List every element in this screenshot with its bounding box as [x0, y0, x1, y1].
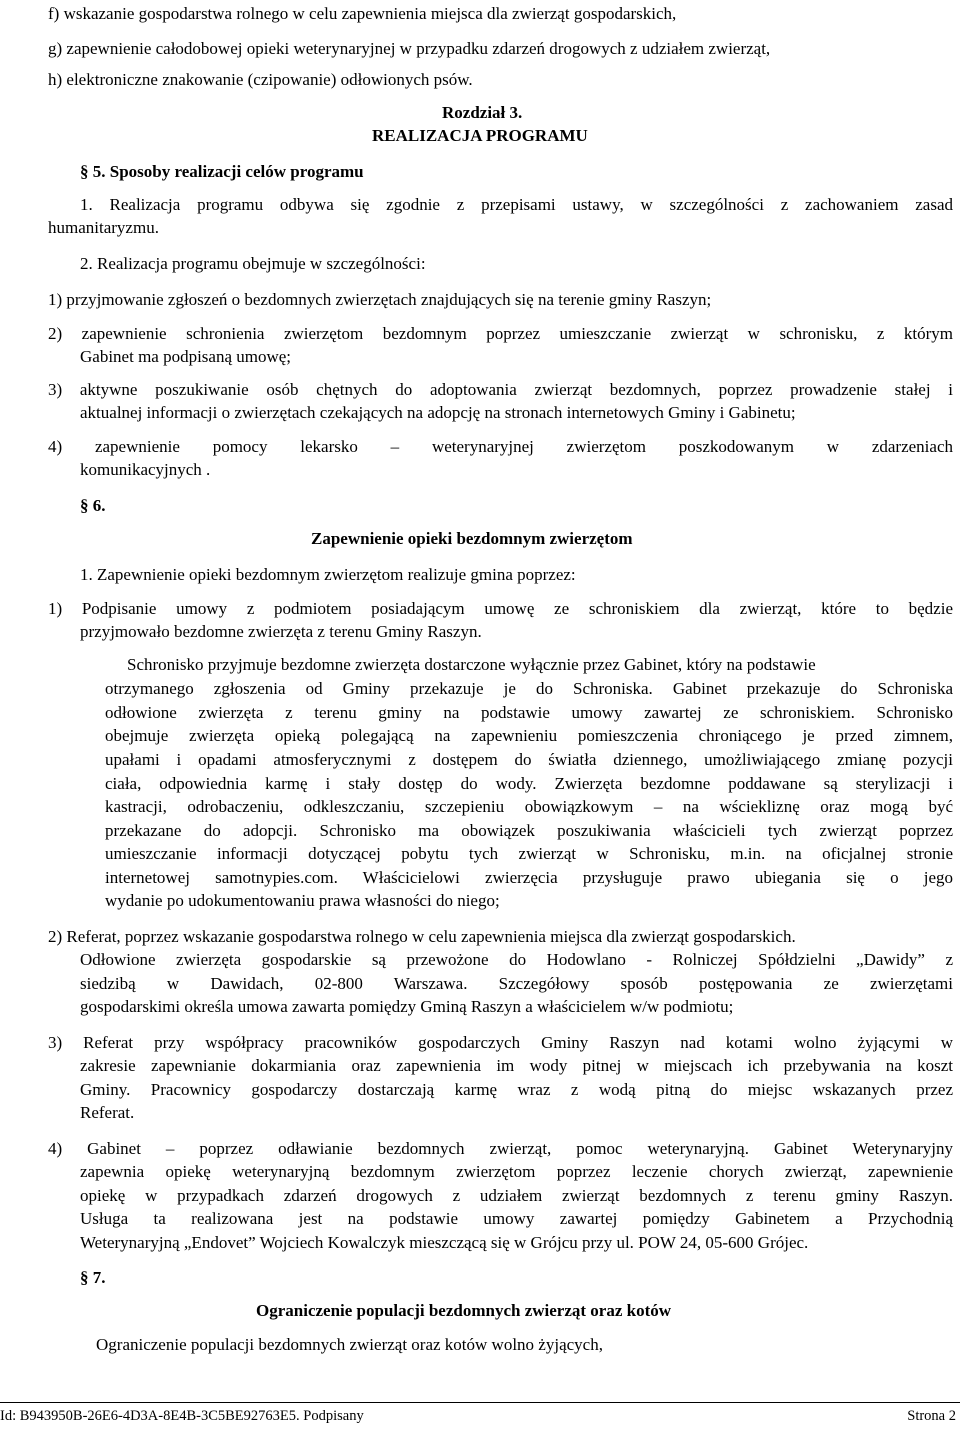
section-5-item-4-cont: komunikacyjnych . [80, 460, 211, 479]
chapter-number: Rozdział 3. [442, 103, 523, 122]
shelter-line: internetowej samotnypies.com. Właścicielowi zwierzęcia przysługuje prawo ubiegania się o jego [105, 868, 953, 887]
list-item-h: h) elektroniczne znakowanie (czipowanie) odłowionych psów. [48, 70, 473, 89]
section-6-item-4-line: opiekę w przypadkach zdarzeń drogowych z udziałem zwierząt bezdomnych z terenu gminy Raszyn. [80, 1186, 953, 1205]
section-6-item-3-line: 3) Referat przy współpracy pracowników gospodarczych Gminy Raszyn nad kotami wolno żyjącymi w [48, 1033, 953, 1052]
section-6-item-1-cont: przyjmowało bezdomne zwierzęta z terenu Gminy Raszyn. [80, 622, 482, 641]
section-5-paragraph-1: 1. Realizacja programu odbywa się zgodnie z przepisami ustawy, w szczególności z zachowaniem zasad [80, 195, 953, 214]
section-7-title: Ograniczenie populacji bezdomnych zwierząt oraz kotów [256, 1301, 672, 1320]
section-7-intro: Ograniczenie populacji bezdomnych zwierząt oraz kotów wolno żyjących, [96, 1335, 603, 1354]
section-5-item-1: 1) przyjmowanie zgłoszeń o bezdomnych zwierzętach znajdujących się na terenie gminy Raszyn; [48, 290, 712, 309]
section-6-intro: 1. Zapewnienie opieki bezdomnym zwierzętom realizuje gmina poprzez: [80, 565, 576, 584]
section-6-item-3-line: Gminy. Pracownicy gospodarczy dostarczają karmę wraz z wodą pitną do miejsc wskazanych przez [80, 1080, 953, 1099]
shelter-line: obejmuje zwierzęta opieką polegającą na zapewnieniu pomieszczenia chroniącego je przed zimnem, [105, 726, 953, 745]
shelter-line: upałami i opadami atmosferycznymi z dostępem do światła dziennego, umożliwiającego zmianę pozycji [105, 750, 953, 769]
shelter-line: Schronisko przyjmuje bezdomne zwierzęta dostarczone wyłącznie przez Gabinet, który na podstawie [127, 655, 816, 674]
section-6-item-2-line: siedzibą w Dawidach, 02-800 Warszawa. Szczegółowy sposób postępowania ze zwierzętami [80, 974, 953, 993]
section-6-item-2-line: 2) Referat, poprzez wskazanie gospodarstwa rolnego w celu zapewnienia miejsca dla zwierząt gospodarskich. [48, 927, 796, 946]
section-5-heading: § 5. Sposoby realizacji celów programu [80, 162, 364, 181]
section-5-item-3-cont: aktualnej informacji o zwierzętach czekających na adopcję na stronach internetowych Gminy i Gabinetu; [80, 403, 796, 422]
section-6-title: Zapewnienie opieki bezdomnym zwierzętom [311, 529, 633, 548]
section-6-item-2-line: Odłowione zwierzęta gospodarskie są przewożone do Hodowlano - Rolniczej Spółdzielni „Dawidy” z [80, 950, 953, 969]
section-6-number: § 6. [80, 496, 106, 515]
chapter-title: REALIZACJA PROGRAMU [372, 126, 588, 145]
shelter-line: odłowione zwierzęta z terenu gminy na podstawie umowy zawartej ze schroniskiem. Schronisko [105, 703, 953, 722]
shelter-line: przekazane do adopcji. Schronisko ma obowiązek poszukiwania właścicieli tych zwierząt poprzez [105, 821, 953, 840]
section-6-item-2-line: gospodarskimi określa umowa zawarta pomiędzy Gminą Raszyn a właścicielem w/w podmiotu; [80, 997, 734, 1016]
footer-document-id: Id: B943950B-26E6-4D3A-8E4B-3C5BE92763E5. Podpisany [0, 1408, 364, 1424]
section-6-item-4-line: Usługa ta realizowana jest na podstawie umowy zawartej pomiędzy Gabinetem a Przychodnią [80, 1209, 953, 1228]
section-6-item-3-line: Referat. [80, 1103, 135, 1122]
footer-page-number: Strona 2 [907, 1408, 956, 1424]
footer-divider [0, 1402, 960, 1403]
section-5-item-3: 3) aktywne poszukiwanie osób chętnych do adoptowania zwierząt bezdomnych, poprzez prowadzenie stałej i [48, 380, 953, 399]
shelter-line: umieszczanie informacji dotyczącej pobytu tych zwierząt w Schronisku, m.in. na oficjalnej stronie [105, 844, 953, 863]
section-6-item-4-line: Weterynaryjną „Endovet” Wojciech Kowalczyk mieszczącą się w Grójcu przy ul. POW 24, 05-600 Grójec. [80, 1233, 809, 1252]
section-5-paragraph-1-cont: humanitaryzmu. [48, 218, 159, 237]
shelter-line: ciała, odpowiednia karmę i stały dostęp do wody. Zwierzęta bezdomne poddawane są sterylizacji i [105, 774, 953, 793]
section-6-item-4-line: 4) Gabinet – poprzez odławianie bezdomnych zwierząt, pomoc weterynaryjną. Gabinet Weterynaryjny [48, 1139, 953, 1158]
section-5-item-4: 4) zapewnienie pomocy lekarsko – weterynaryjnej zwierzętom poszkodowanym w zdarzeniach [48, 437, 953, 456]
section-6-item-1: 1) Podpisanie umowy z podmiotem posiadającym umowę ze schroniskiem dla zwierząt, które to będzie [48, 599, 953, 618]
shelter-line: otrzymanego zgłoszenia od Gminy przekazuje je do Schroniska. Gabinet przekazuje do Schroniska [105, 679, 953, 698]
section-6-item-3-line: zakresie zapewnianie dokarmiania oraz zapewnienia im wody pitnej w miejscach ich przebywania na koszt [80, 1056, 953, 1075]
section-5-item-2: 2) zapewnienie schronienia zwierzętom bezdomnym poprzez umieszczanie zwierząt w schronisku, z którym [48, 324, 953, 343]
shelter-line: wydanie po udokumentowaniu prawa własności do niego; [105, 891, 500, 910]
list-item-f: f) wskazanie gospodarstwa rolnego w celu zapewnienia miejsca dla zwierząt gospodarskich, [48, 4, 677, 23]
section-7-number: § 7. [80, 1268, 106, 1287]
shelter-line: kastracji, odrobaczeniu, odkleszczaniu, szczepieniu obowiązkowym – na wściekliznę oraz mogą być [105, 797, 953, 816]
list-item-g: g) zapewnienie całodobowej opieki weterynaryjnej w przypadku zdarzeń drogowych z udziałem zwierząt, [48, 39, 771, 58]
section-6-item-4-line: zapewnia opiekę weterynaryjną bezdomnym zwierzętom poprzez leczenie chorych zwierząt, zapewnienie [80, 1162, 953, 1181]
section-5-paragraph-2: 2. Realizacja programu obejmuje w szczególności: [80, 254, 426, 273]
section-5-item-2-cont: Gabinet ma podpisaną umowę; [80, 347, 292, 366]
